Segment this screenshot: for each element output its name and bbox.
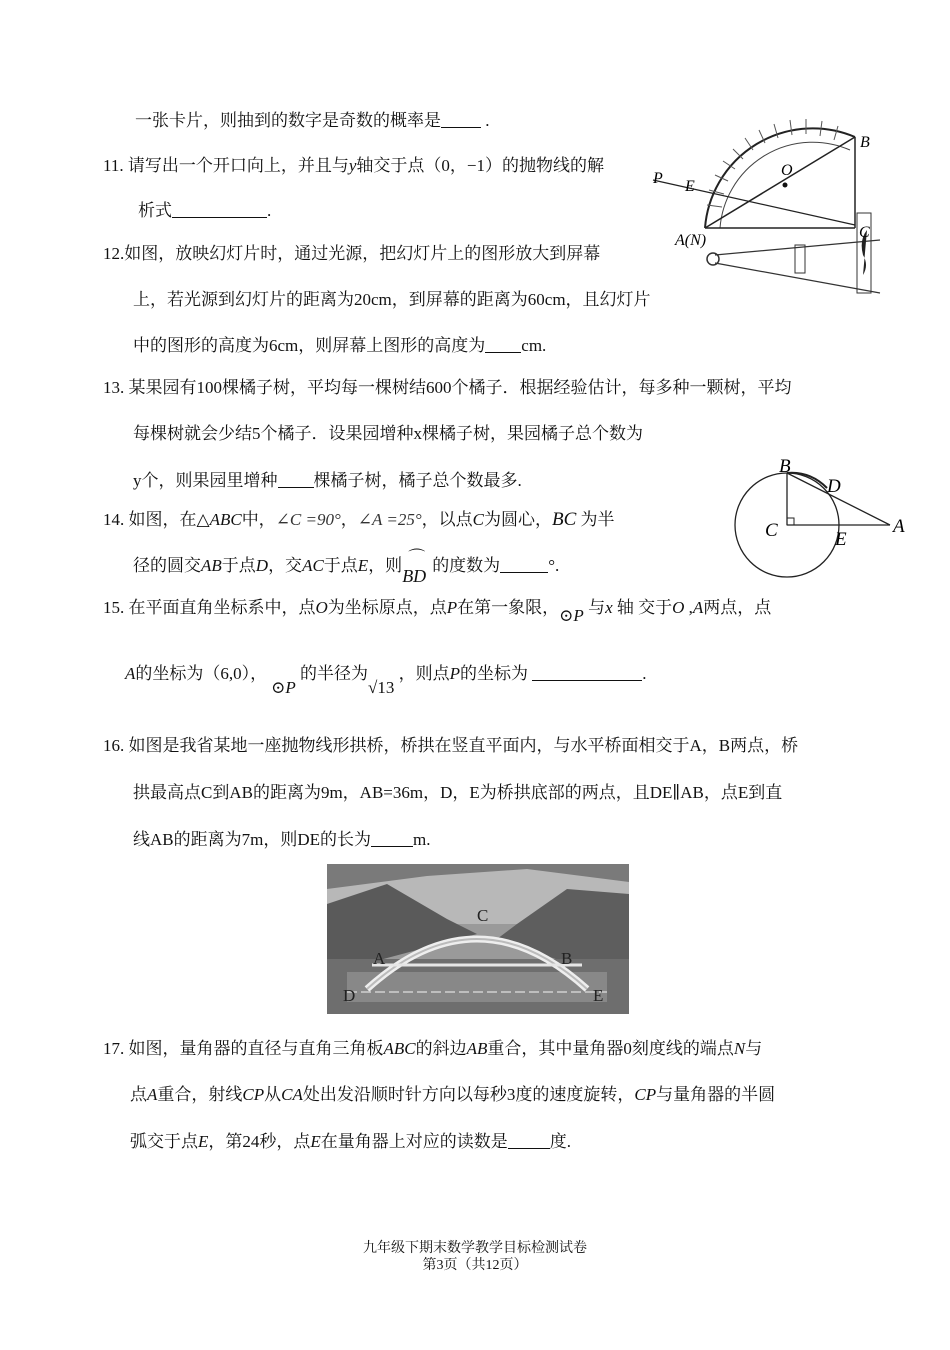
- q14-line2: 径的圆交AB于点D，交AC于点E，则 ⌒ BD 的度数为 °.: [133, 548, 560, 586]
- label-c: C: [477, 906, 489, 925]
- label-b: B: [561, 949, 573, 968]
- q13-line3: y个，则果园里增种 棵橘子树，橘子总个数最多.: [133, 471, 522, 490]
- label-c: C: [859, 224, 870, 241]
- label-b: B: [860, 134, 870, 151]
- q14-line1: 14. 如图，在△ABC中，∠C =90°，∠A =25°，以点C为圆心，BC 为半: [103, 509, 615, 530]
- answer-blank: [371, 830, 413, 847]
- label-a-n: A(N): [675, 232, 707, 249]
- answer-blank: [532, 664, 642, 681]
- q12-line1: 12.如图，放映幻灯片时，通过光源，把幻灯片上的图形放大到屏幕: [103, 244, 601, 263]
- label-p: P: [653, 170, 663, 187]
- answer-blank: [508, 1132, 550, 1149]
- q12-line3: 中的图形的高度为6cm，则屏幕上图形的高度为 cm.: [133, 336, 547, 355]
- label-e: E: [685, 178, 695, 195]
- q16-line2: 拱最高点C到AB的距离为9m，AB=36m，D，E为桥拱底部的两点，且DE∥AB，点E到直: [133, 783, 783, 802]
- arc-bd: ⌒ BD: [402, 548, 427, 586]
- q15-line2: A的坐标为（6,0），⊙P 的半径为√13 ，则点P的坐标为 .: [125, 664, 647, 697]
- label-d: D: [343, 986, 356, 1005]
- label-d: D: [827, 476, 841, 497]
- q16-line3: 线AB的距离为7m，则DE的长为 m.: [133, 830, 431, 849]
- q17-line2: 点A重合，射线CP从CA处出发沿顺时针方向以每秒3度的速度旋转，CP与量角器的半圆: [130, 1085, 776, 1104]
- q17-line1: 17. 如图，量角器的直径与直角三角板ABC的斜边AB重合，其中量角器0刻度线的端点N与: [103, 1039, 763, 1058]
- answer-blank: [278, 471, 314, 488]
- footer-page-number: 第3页（共12页）: [422, 1258, 528, 1273]
- arch-bridge-photo: [327, 864, 629, 1014]
- q16-line1: 16. 如图是我省某地一座抛物线形拱桥，桥拱在竖直平面内，与水平桥面相交于A，B两点，桥: [103, 736, 799, 755]
- label-a: A: [373, 949, 386, 968]
- footer-title: 九年级下期末数学教学目标检测试卷: [363, 1241, 587, 1256]
- q11-line2: 析式 .: [138, 201, 272, 220]
- answer-blank: [500, 556, 548, 573]
- label-b: B: [779, 456, 791, 477]
- q13-line2: 每棵树就会少结5个橘子．设果园增种x棵橘子树，果园橘子总个数为: [133, 424, 643, 443]
- answer-blank: [485, 336, 521, 353]
- protractor-projector-figure: [645, 95, 915, 315]
- label-c: C: [765, 520, 778, 541]
- q12-line2: 上，若光源到幻灯片的距离为20cm，到屏幕的距离为60cm，且幻灯片: [133, 290, 651, 309]
- answer-blank: [172, 201, 267, 218]
- q17-line3: 弧交于点E，第24秒，点E在量角器上对应的读数是 度.: [130, 1132, 572, 1151]
- label-e: E: [835, 529, 847, 550]
- q10-text: 一张卡片，则抽到的数字是奇数的概率是 .: [135, 111, 490, 130]
- label-e: E: [593, 986, 604, 1005]
- q11-line1: 11. 请写出一个开口向上，并且与y轴交于点（0，−1）的抛物线的解: [103, 156, 605, 175]
- answer-blank: [441, 111, 481, 128]
- label-a: A: [893, 516, 905, 537]
- label-o: O: [781, 162, 793, 179]
- q15-line1: 15. 在平面直角坐标系中，点O为坐标原点，点P在第一象限，⊙P 与x 轴 交于O ,A两点，点: [103, 598, 772, 625]
- q13-line1: 13. 某果园有100棵橘子树，平均每一棵树结600个橘子．根据经验估计，每多种一颗树，平均: [103, 378, 792, 397]
- circle-triangle-figure: [725, 455, 940, 585]
